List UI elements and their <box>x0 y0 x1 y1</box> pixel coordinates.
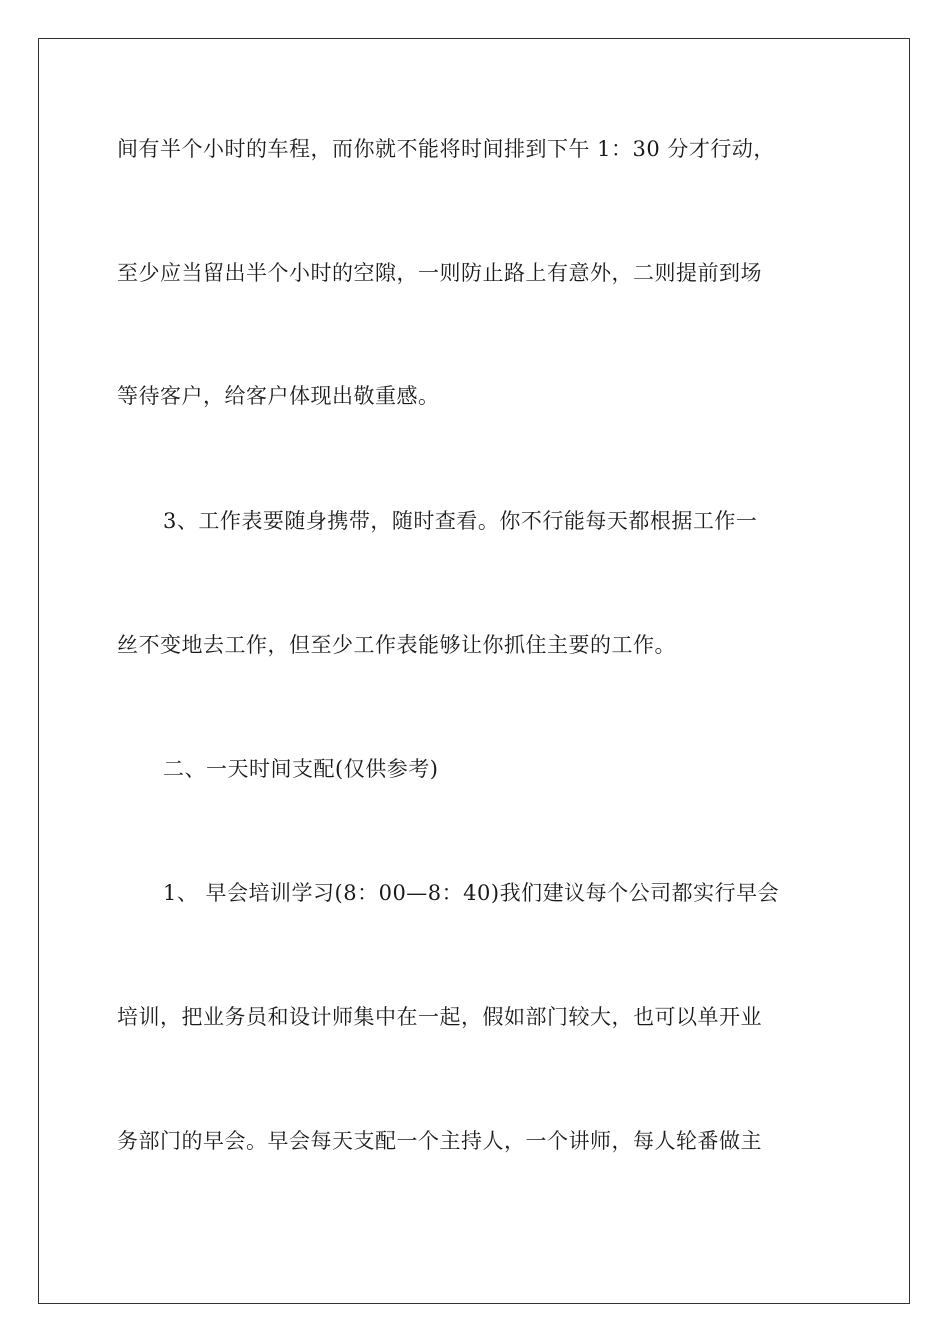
paragraph-line-3: 等待客户，给客户体现出敬重感。 <box>117 384 440 408</box>
paragraph-line-9: 务部门的早会。早会每天支配一个主持人，一个讲师，每人轮番做主 <box>117 1129 762 1153</box>
paragraph-line-8: 培训，把业务员和设计师集中在一起，假如部门较大，也可以单开业 <box>117 1005 762 1029</box>
paragraph-line-7: 1、 早会培训学习(8：00—8：40)我们建议每个公司都实行早会 <box>163 881 780 905</box>
paragraph-line-2: 至少应当留出半个小时的空隙，一则防止路上有意外，二则提前到场 <box>117 261 762 285</box>
page-border <box>38 38 910 1304</box>
paragraph-line-1: 间有半个小时的车程，而你就不能将时间排到下午 1：30 分才行动， <box>117 137 775 161</box>
paragraph-line-5: 丝不变地去工作，但至少工作表能够让你抓住主要的工作。 <box>117 633 676 657</box>
section-heading: 二、一天时间支配(仅供参考) <box>163 757 439 781</box>
paragraph-line-4: 3、工作表要随身携带，随时查看。你不行能每天都根据工作一 <box>163 509 758 533</box>
